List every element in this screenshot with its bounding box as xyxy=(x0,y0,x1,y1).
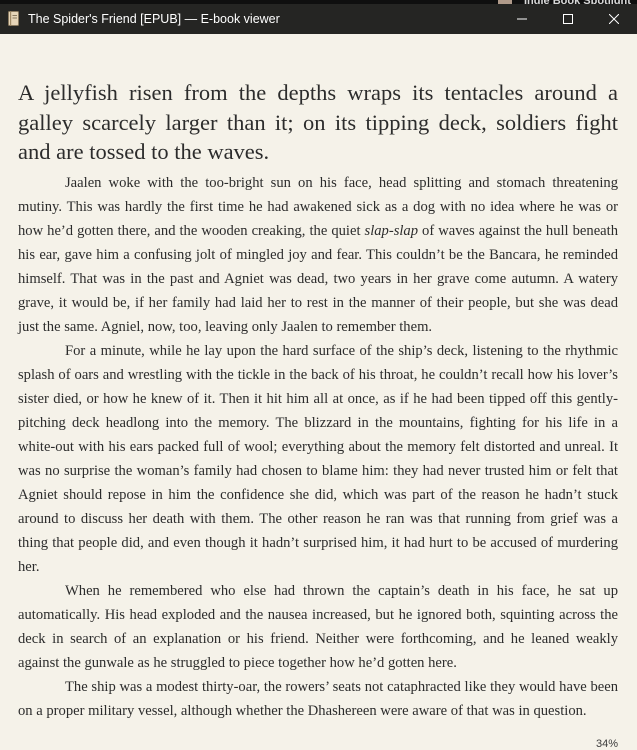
emphasis-text: slap-slap xyxy=(364,222,419,239)
window-title: The Spider's Friend [EPUB] — E-book viewer xyxy=(28,12,280,26)
minimize-button[interactable] xyxy=(499,4,545,34)
title-bar[interactable] xyxy=(0,4,637,34)
book-app-icon xyxy=(8,11,19,26)
maximize-button[interactable] xyxy=(545,4,591,34)
chapter-epigraph: A jellyfish risen from the depths wraps its tentacles around a galley scarcely larger than it; on its tipping deck, soldiers fight and are tossed to the waves. xyxy=(18,80,618,164)
paragraph: When he remembered who else had thrown the captain’s death in his face, he sat up automatically. His head exploded and the nausea increased, but he ignored both, squinting across the deck in search of an explanation or his friend. Neither were forthcoming, and he leaned weakly against the gunwale as he struggled to piece together how he’d gotten here. xyxy=(18,582,618,671)
book-page[interactable] xyxy=(0,34,637,750)
paragraph-text: Jaalen woke with the too-bright sun on his face, head splitting and stomach threatening mutiny. This was hardly the first time he had awakened sick as a dog with no idea where he was or how he’d gotten there, and the wooden creaking, the quiet xyxy=(18,174,618,239)
paragraph: For a minute, while he lay upon the hard surface of the ship’s deck, listening to the rhythmic splash of oars and wrestling with the tickle in the back of his throat, he couldn’t recall how his lover’s sister died, or how he knew of it. Then it hit him all at once, as if he had been tipped off this gently-pitching deck headlong into the memory. The blizzard in the mountains, fighting for his life in a white-out with his ears packed full of wool; everything about the memory felt distorted and unreal. It was no surprise the woman’s family had chosen to blame him: they had never trusted him or felt that Agniet should repose in him the confidence she did, which was part of the reason he hadn’t stuck around to discuss her death with them. The other reason he ran was that running from grief was a thing that people did, and even though it hadn’t surprised him, it had hurt to be accused of murdering her. xyxy=(18,342,618,575)
minimize-icon xyxy=(517,14,527,24)
paragraph: The ship was a modest thirty-oar, the rowers’ seats not cataphracted like they would have been on a proper military vessel, although whether the Dhashereen were aware of that was in question. xyxy=(18,678,618,719)
reading-progress: 34% xyxy=(595,738,618,750)
paragraph xyxy=(18,171,618,339)
book-text xyxy=(18,78,618,723)
close-button[interactable] xyxy=(591,4,637,34)
close-icon xyxy=(609,14,619,24)
paragraph-text: of waves against the hull beneath his ear, gave him a confusing jolt of mingled joy and fear. This couldn’t be the Bancara, he reminded himself. That was in the past and Agniet was dead, two years in her grave come autumn. A watery grave, it would be, if her family had laid her to rest in the manner of their people, but she was dead just the same. Agniel, now, too, leaving only Jaalen to remember them. xyxy=(18,222,618,335)
maximize-icon xyxy=(563,14,573,24)
